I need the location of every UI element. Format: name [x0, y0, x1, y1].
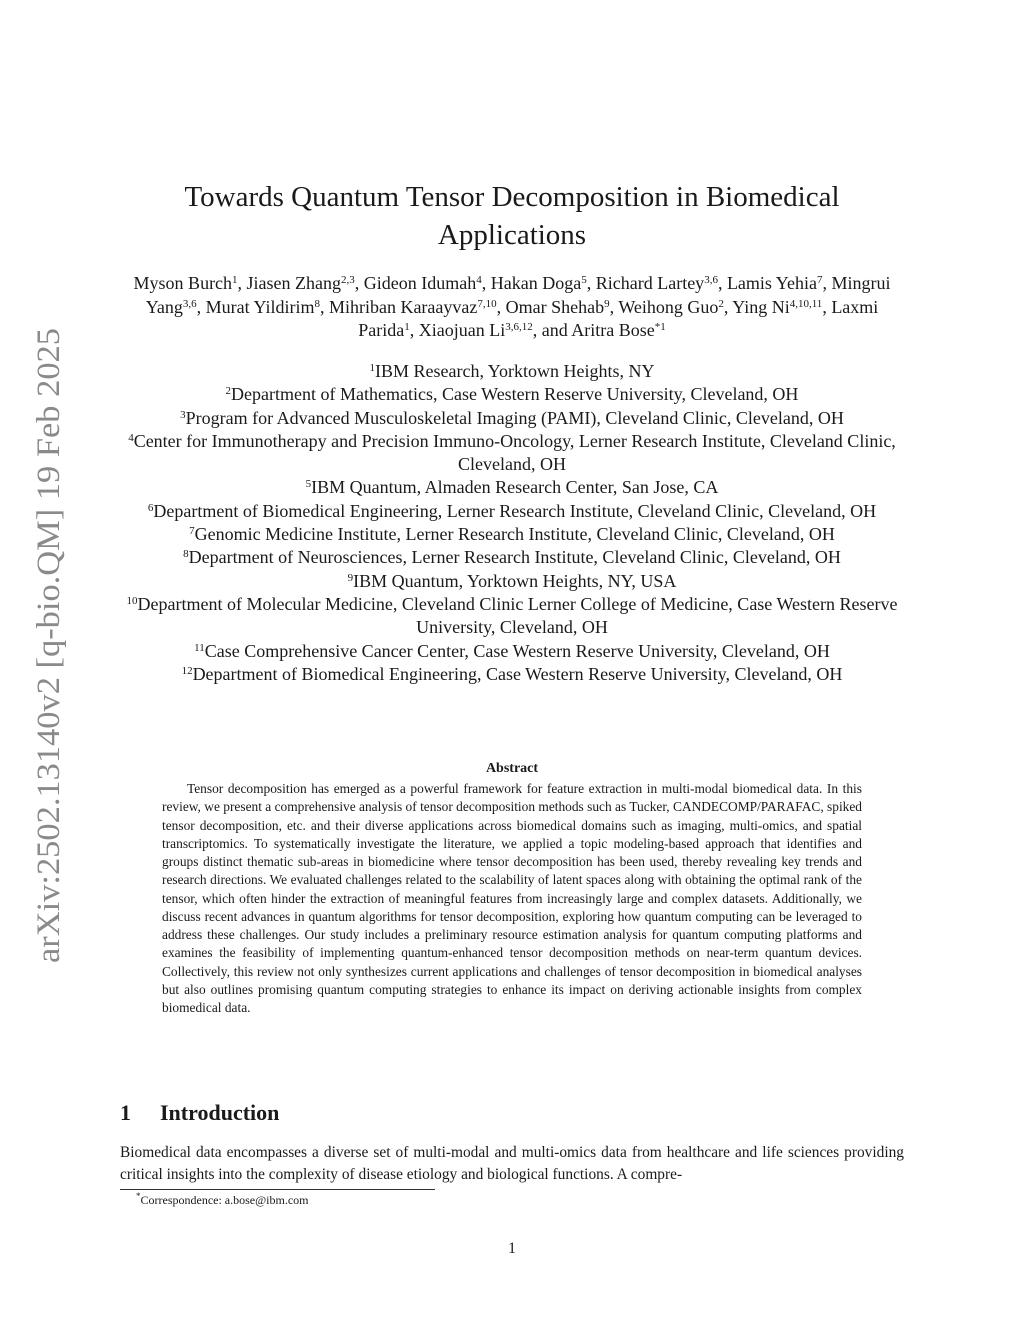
affiliation-text: Case Comprehensive Cancer Center, Case Western Reserve University, Cleveland, OH: [204, 640, 830, 661]
author: [134, 273, 238, 293]
author-name: Ying Ni: [732, 296, 790, 317]
author-name: Laxmi Parida: [358, 296, 879, 340]
author-name: Xiaojuan Li: [418, 320, 506, 340]
footnote-text: Correspondence: a.bose@ibm.com: [140, 1193, 309, 1207]
author: [596, 273, 718, 293]
affiliation: [110, 523, 914, 546]
author: [491, 273, 587, 293]
author-name: Lamis Yehia: [726, 273, 817, 293]
author-affiliation-marker: 1: [404, 320, 410, 333]
author-name: Weihong Guo: [618, 296, 719, 317]
affiliation: [110, 663, 914, 686]
author-affiliation-marker: 4,10,11: [789, 297, 823, 310]
author-name: Hakan Doga: [490, 273, 582, 293]
affiliation: [110, 383, 914, 406]
introduction-text: Biomedical data encompasses a diverse set of multi-modal and multi-omics data from healthcare and life sciences providing critical insights into the complexity of disease etiology and biological functions. A compre-: [120, 1144, 904, 1183]
correspondence-footnote: [136, 1193, 309, 1208]
author-affiliation-marker: *1: [654, 320, 666, 333]
author-name: Murat Yildirim: [205, 296, 315, 317]
author: [206, 297, 320, 317]
affiliation: [110, 640, 914, 663]
affiliation-text: Department of Molecular Medicine, Cleveland Clinic Lerner College of Medicine, Case Western Reserve University, Cleveland, OH: [137, 593, 898, 638]
author-name: Omar Shehab: [505, 296, 605, 317]
author: [329, 297, 497, 317]
author-affiliation-marker: 8: [314, 297, 320, 310]
affiliation-text: IBM Research, Yorktown Heights, NY: [375, 361, 655, 381]
section-number: 1: [120, 1100, 131, 1125]
author-name: Aritra Bose: [571, 320, 655, 340]
page-number: 1: [508, 1240, 516, 1257]
author-name: Mingrui Yang: [145, 273, 891, 317]
author-affiliation-marker: 2: [718, 297, 724, 310]
abstract-text: Tensor decomposition has emerged as a powerful framework for feature extraction in multi-modal biomedical data. In this review, we present a comprehensive analysis of tensor decomposition methods such as Tucker, CANDECOMP/PARAFAC, spiked tensor decomposition, etc. and their diverse applications across biomedical domains such as imaging, multi-omics, and spatial transcriptomics. To systematically investigate the literature, we applied a topic modeling-based approach that identifies and groups distinct thematic sub-areas in biomedicine where tensor decomposition has been used, thereby revealing key trends and research directions. We evaluated challenges related to the scalability of latent spaces along with obtaining the optimal rank of the tensor, which often hinder the extraction of meaningful features from increasingly large and complex datasets. Additionally, we discuss recent advances in quantum algorithms for tensor decomposition, exploring how quantum computing can be leveraged to address these challenges. Our study includes a preliminary resource estimation analysis for quantum computing platforms and examines the feasibility of implementing quantum-enhanced tensor decomposition methods on near-term quantum devices. Collectively, this review not only synthesizes current applications and challenges of tensor decomposition in biomedical analyses but also outlines promising quantum computing strategies to enhance its impact on deriving actionable insights from complex biomedical data.: [162, 781, 862, 1015]
affiliation-text: Department of Biomedical Engineering, Case Western Reserve University, Cleveland, OH: [192, 663, 843, 684]
author-affiliation-marker: 4: [476, 273, 482, 286]
affiliation-marker: 5: [305, 478, 312, 491]
affiliation-marker: 12: [181, 664, 193, 677]
affiliation: [110, 476, 914, 499]
affiliation-marker: 10: [126, 594, 138, 607]
affiliation: [110, 500, 914, 523]
affiliation-marker: 11: [194, 641, 205, 654]
affiliation-text: Center for Immunotherapy and Precision Immuno-Oncology, Lerner Research Institute, Cleveland Clinic, Cleveland, OH: [133, 430, 896, 475]
affiliation-marker: 1: [369, 361, 375, 374]
affiliation: [110, 570, 914, 593]
author-affiliation-marker: 3,6: [704, 273, 718, 286]
author-list: Myson Burch$^1$, Jiasen Zhang$^{2,3}$, Gideon Idumah$^4$, Hakan Doga$^5$, Richard Lartey$^{3,6}$, Lamis Yehia$^7$, Mingrui Yang$^{3,6}$, Murat Yildirim$^8$, Mihriban Karaayvaz$^{7,10}$, Omar Shehab$^9$, Weihong Guo$^2$, Ying Ni$^{4,10,11}$, Laxmi Parida$^1$, Xiaojuan Li$^{3,6,12}$, and Aritra Bose$^{*1}$: [133, 273, 891, 340]
affiliation-marker: 8: [183, 548, 189, 561]
section-heading: [120, 1100, 279, 1126]
affiliation: [110, 360, 914, 383]
author-name: Jiasen Zhang: [246, 273, 342, 293]
section-title: Introduction: [160, 1100, 280, 1125]
affiliation-text: Department of Biomedical Engineering, Lerner Research Institute, Cleveland Clinic, Cleveland, OH: [153, 500, 877, 521]
author-affiliation-marker: 7: [816, 273, 823, 286]
affiliation-text: Program for Advanced Musculoskeletal Imaging (PAMI), Cleveland Clinic, Cleveland, OH: [185, 407, 844, 428]
affiliation-text: IBM Quantum, Yorktown Heights, NY, USA: [353, 570, 677, 591]
author: [506, 297, 610, 317]
author-affiliation-marker: 5: [581, 273, 587, 286]
author: [571, 320, 665, 340]
author-affiliation-marker: 9: [604, 297, 610, 310]
author: [364, 273, 482, 293]
author: [247, 273, 355, 293]
affiliation: [110, 593, 914, 640]
affiliation-text: Genomic Medicine Institute, Lerner Research Institute, Cleveland Clinic, Cleveland, OH: [194, 524, 835, 545]
arxiv-identifier: [28, 325, 68, 965]
author-affiliation-marker: 2,3: [341, 273, 355, 286]
affiliation-text: IBM Quantum, Almaden Research Center, San Jose, CA: [311, 477, 719, 498]
affiliation-text: Department of Mathematics, Case Western Reserve University, Cleveland, OH: [231, 384, 799, 405]
footnote-divider: [120, 1189, 435, 1190]
author-affiliation-marker: 3,6,12: [505, 320, 533, 333]
affiliation: [110, 546, 914, 569]
author-affiliation-marker: 1: [232, 273, 238, 286]
abstract-heading: Abstract: [485, 761, 539, 776]
affiliation-marker: 9: [347, 571, 354, 584]
author-name: Gideon Idumah: [363, 273, 477, 293]
author: [732, 297, 822, 317]
author-affiliation-marker: 3,6: [182, 297, 197, 310]
footnote-marker: *: [136, 1191, 141, 1202]
affiliation: [110, 407, 914, 430]
paper-title: Towards Quantum Tensor Decomposition in Biomedical Applications: [184, 181, 840, 251]
affiliation-text: Department of Neurosciences, Lerner Research Institute, Cleveland Clinic, Cleveland, OH: [188, 547, 841, 568]
affiliation-marker: 3: [180, 408, 186, 421]
author: [727, 273, 823, 293]
affiliation-marker: 7: [189, 525, 195, 538]
affiliation-marker: 4: [128, 431, 134, 444]
author: [618, 297, 724, 317]
author-name: Myson Burch: [133, 273, 233, 293]
author: [419, 320, 533, 340]
affiliation-marker: 2: [225, 385, 232, 398]
arxiv-identifier-text: arXiv:2502.13140v2 [q-bio.QM] 19 Feb 2025: [31, 354, 67, 963]
author-name: Richard Lartey: [595, 273, 705, 293]
author-name: Mihriban Karaayvaz: [328, 296, 478, 317]
affiliation-list: [110, 360, 914, 686]
affiliation: [110, 430, 914, 477]
author-affiliation-marker: 7,10: [477, 297, 497, 310]
affiliation-marker: 6: [147, 501, 154, 514]
